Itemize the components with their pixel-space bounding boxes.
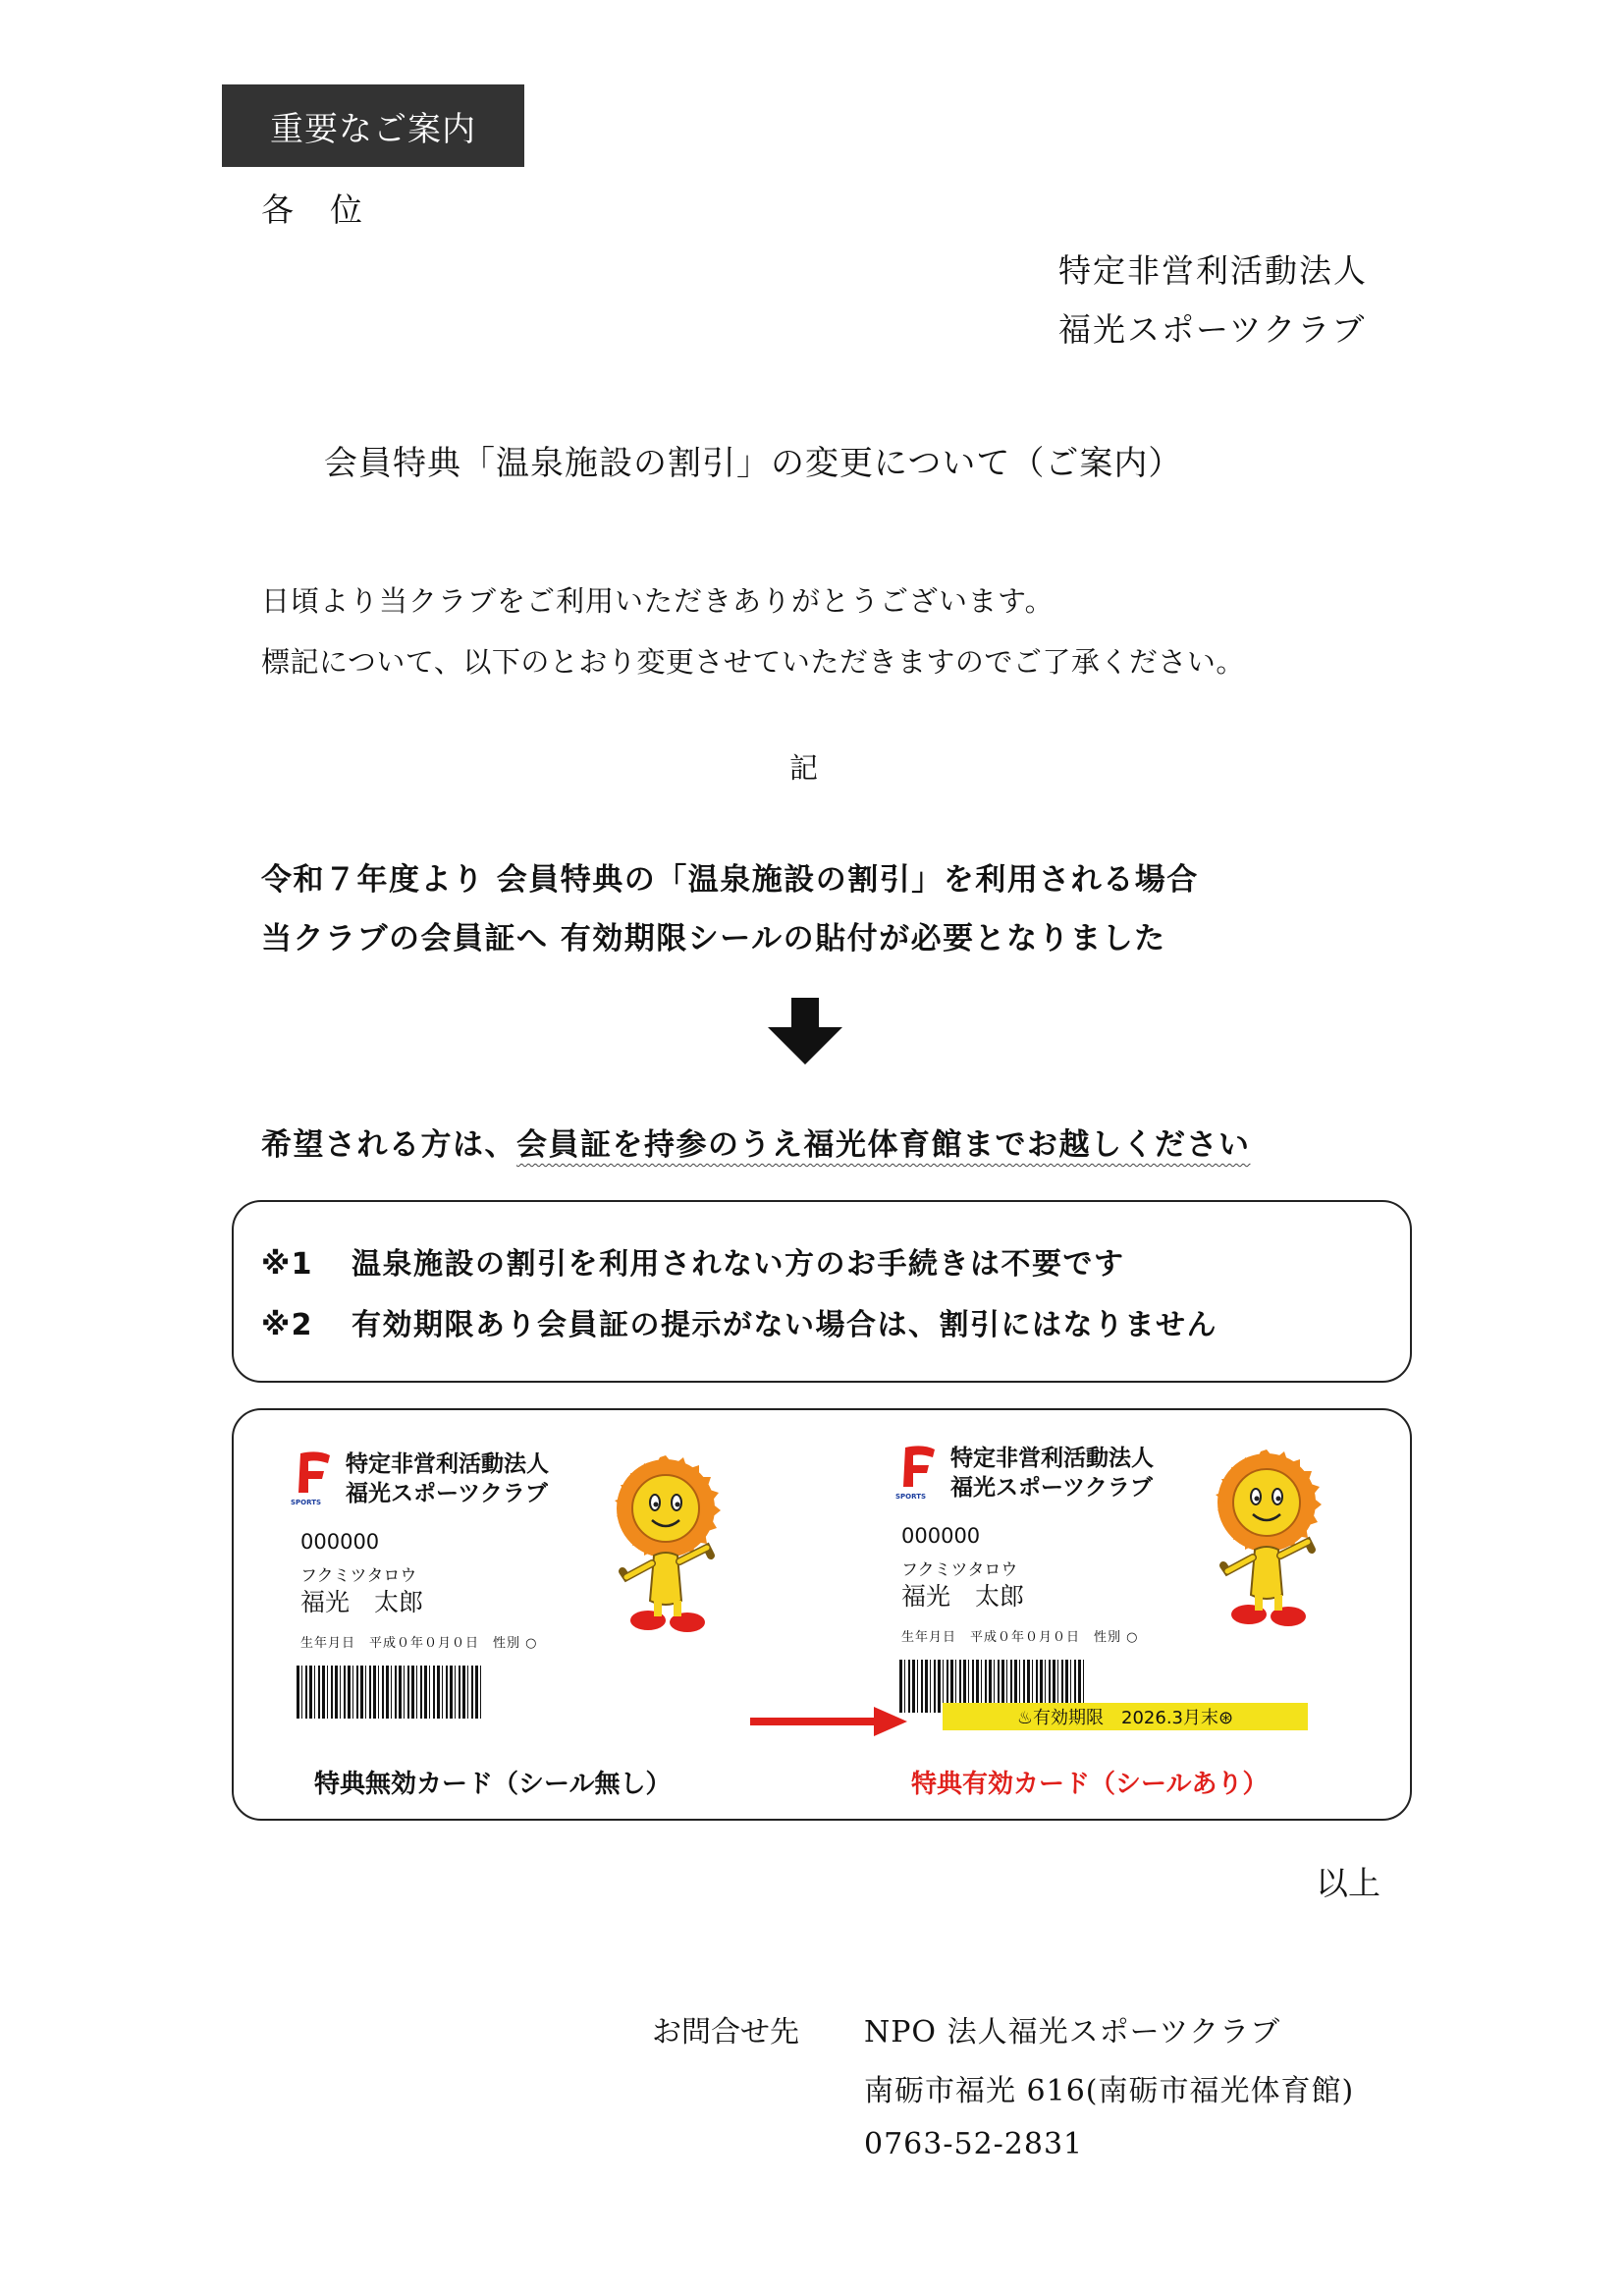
contact-phone: 0763-52-2831 <box>864 2127 1084 2161</box>
card2-kana: フクミツタロウ <box>901 1560 1018 1580</box>
note-2 <box>261 1300 1217 1343</box>
document-title: 会員特典「温泉施設の割引」の変更について（ご案内） <box>324 444 1183 483</box>
card2-org1: 特定非営利活動法人 <box>950 1446 1154 1471</box>
sunflower-mascot-icon <box>605 1453 732 1640</box>
card2-logo-text: SPORTS <box>895 1493 927 1501</box>
down-arrow-icon <box>766 998 844 1066</box>
contact-label: お問合せ先 <box>652 2015 799 2050</box>
card1-org1: 特定非営利活動法人 <box>346 1451 549 1477</box>
sunflower-mascot-icon <box>1206 1448 1333 1634</box>
addressee: 各 位 <box>261 191 364 229</box>
expiry-sticker: ♨有効期限 2026.3月末⊛ <box>943 1703 1308 1730</box>
notes-box <box>232 1200 1412 1383</box>
note-1-mark: ※1 <box>261 1247 314 1282</box>
card2-dob: 生年月日 平成０年０月０日 性別 ○ <box>901 1630 1139 1645</box>
main-line-2: 当クラブの会員証へ 有効期限シールの貼付が必要となりました <box>261 921 1166 957</box>
sports-logo-icon <box>895 1444 937 1501</box>
main-line-1: 令和７年度より 会員特典の「温泉施設の割引」を利用される場合 <box>261 862 1199 898</box>
card1-kana: フクミツタロウ <box>300 1566 417 1586</box>
card2-number: 000000 <box>901 1524 981 1548</box>
sender-org-type: 特定非営利活動法人 <box>1058 251 1368 290</box>
card1-dob: 生年月日 平成０年０月０日 性別 ○ <box>300 1636 538 1651</box>
note-2-text: 有効期限あり会員証の提示がない場合は、割引にはなりません <box>352 1308 1217 1342</box>
card2-name: 福光 太郎 <box>901 1582 1025 1611</box>
card1-number: 000000 <box>300 1530 380 1554</box>
card1-org2: 福光スポーツクラブ <box>346 1481 548 1506</box>
request-prefix: 希望される方は、 <box>261 1127 516 1163</box>
request-underlined: 会員証を持参のうえ福光体育館までお越しください <box>516 1127 1251 1163</box>
card1-barcode <box>297 1666 483 1719</box>
card1-caption: 特典無効カード（シール無し） <box>314 1770 672 1799</box>
closing: 以上 <box>1316 1864 1380 1902</box>
contact-org: NPO 法人福光スポーツクラブ <box>864 2015 1281 2050</box>
card2-caption: 特典有効カード（シールあり） <box>911 1770 1269 1799</box>
important-notice-badge: 重要なご案内 <box>222 84 524 167</box>
right-arrow-icon <box>750 1707 907 1736</box>
card1-name: 福光 太郎 <box>300 1588 424 1616</box>
note-1-text: 温泉施設の割引を利用されない方のお手続きは不要です <box>352 1247 1125 1282</box>
contact-address: 南砺市福光 616(南砺市福光体育館) <box>864 2074 1355 2108</box>
card1-logo-text: SPORTS <box>291 1499 322 1506</box>
card2-org2: 福光スポーツクラブ <box>950 1475 1153 1501</box>
intro-line-1: 日頃より当クラブをご利用いただきありがとうございます。 <box>261 584 1055 618</box>
sports-logo-icon <box>291 1449 332 1506</box>
note-2-mark: ※2 <box>261 1308 314 1342</box>
request-line <box>261 1120 1251 1164</box>
sender-club: 福光スポーツクラブ <box>1058 310 1367 349</box>
intro-line-2: 標記について、以下のとおり変更させていただきますのでご了承ください。 <box>261 645 1245 679</box>
ki-heading: 記 <box>789 751 819 785</box>
note-1 <box>261 1239 1125 1283</box>
